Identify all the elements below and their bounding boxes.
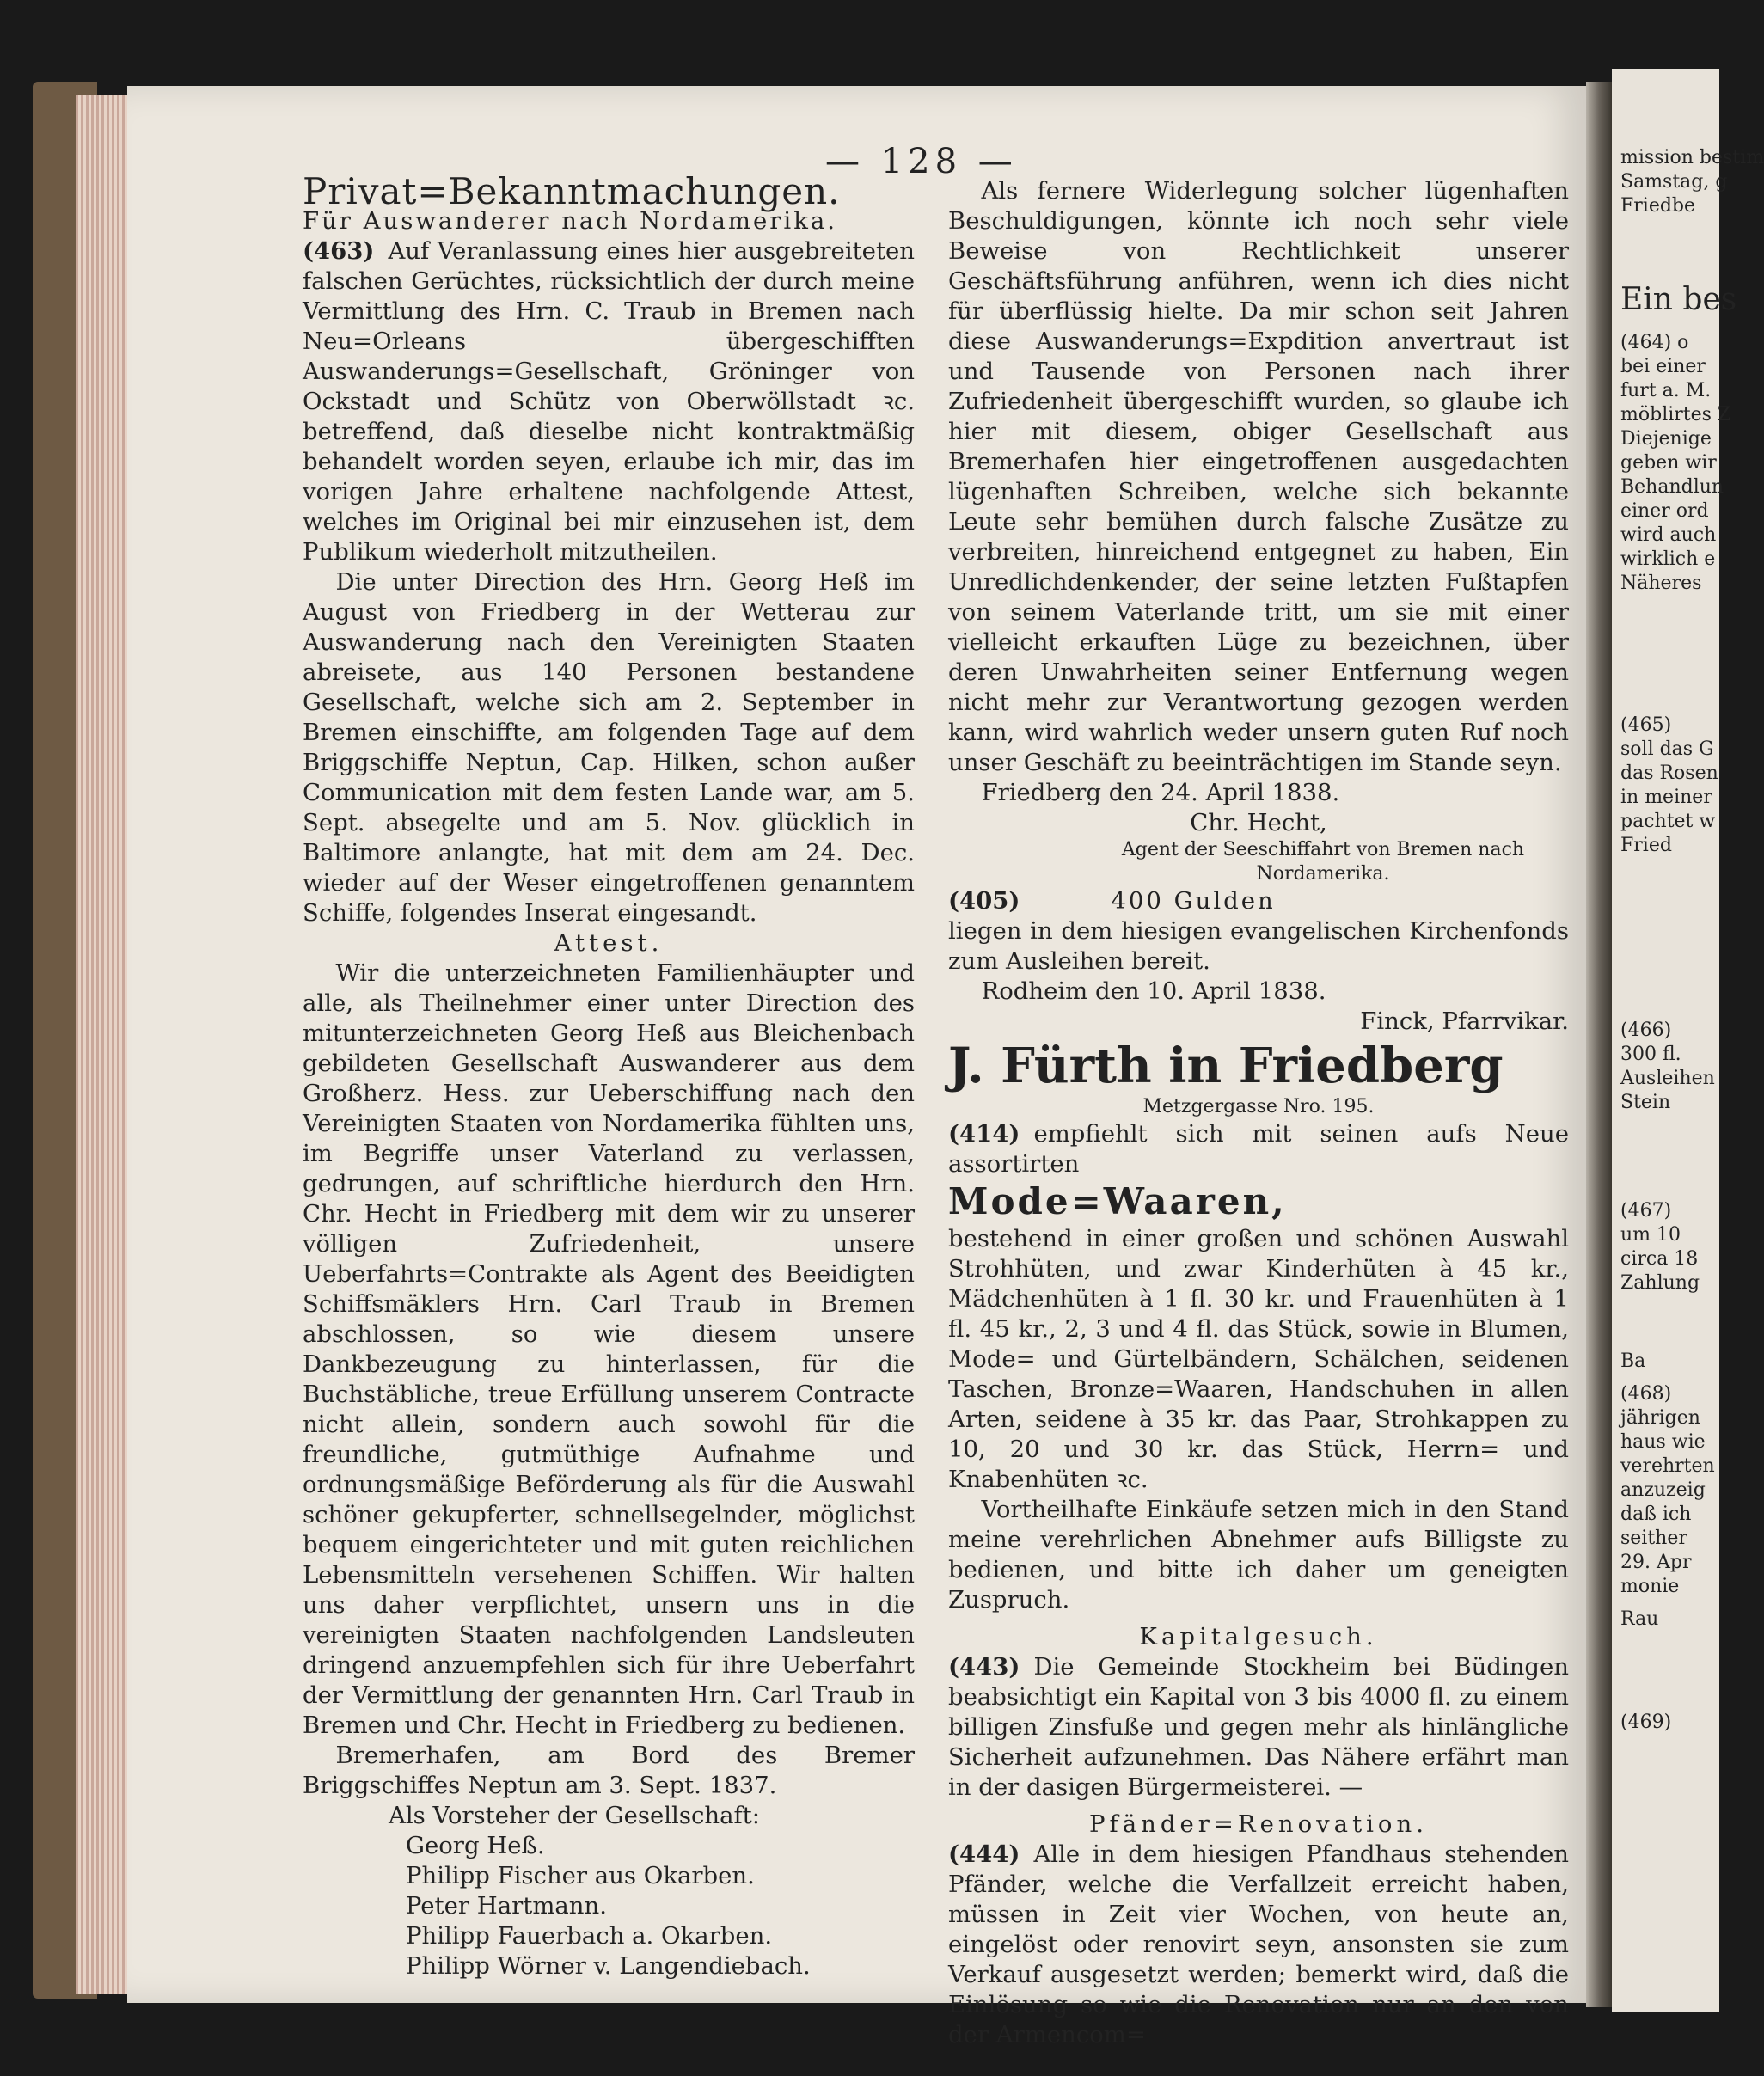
- next-page-line: um 10: [1620, 1224, 1681, 1246]
- page-number: — 128 —: [825, 142, 1018, 181]
- ad-444-text: (444) Alle in dem hiesigen Pfandhaus stehenden Pfänder, welche die Verfallzeit erreicht haben, müssen in Zeit vier Wochen, von heute an, eingelöst oder renovirt seyn, ansonsten sie zum Verkauf ausgesetzt werden; bemerkt wird, daß die Einlösung so wie die Renovation nur an den von der Armencom=: [948, 1840, 1569, 2048]
- next-page-line: das Rosen: [1620, 762, 1718, 784]
- ad-463-text: (463) Auf Veranlassung eines hier ausgebreiteten falschen Gerüchtes, rücksichtlich der durch meine Vermittlung des Hrn. C. Traub in Bremen nach Neu=Orleans übergeschifften Auswanderungs=Gesellschaft, Gröninger von Ockstadt und Schütz von Oberwöllstadt ꝛc. betreffend, daß dieselbe nicht kontraktmäßig behandelt worden seyen, erlaube ich mir, das im vorigen Jahre erhaltene nachfolgende Attest, welches im Original bei mir einzusehen ist, dem Publikum wiederholt mitzutheilen.: [303, 237, 915, 566]
- ad-414-text: bestehend in einer großen und schönen Auswahl Strohhüten, und zwar Kinderhüten à 45 kr., Mädchenhüten à 1 fl. 30 kr. und Frauenhüten à 1 fl. 45 kr., 2, 3 und 4 fl. das Stück, sowie in Blumen, Mode= und Gürtelbändern, Schälchen, seidenen Taschen, Bronze=Waaren, Handschuhen in allen Arten, seidene à 35 kr. das Paar, Strohkappen zu 10, 20 und 30 kr. das Stück, Herrn= und Knabenhüten ꝛc.: [948, 1225, 1569, 1493]
- ad-414-paragraph: Vortheilhafte Einkäufe setzen mich in den Stand meine verehrlichen Abnehmer aufs Billigste zu bedienen, und bitte ich daher um geneigten Zuspruch.: [948, 1496, 1569, 1614]
- next-page-line: geben wir: [1620, 452, 1717, 474]
- next-page-line: (464) o: [1620, 332, 1689, 353]
- next-page-line: monie: [1620, 1576, 1680, 1597]
- next-page-line: (465): [1620, 714, 1672, 736]
- next-page-line: Rau: [1620, 1608, 1659, 1630]
- next-page-line: daß ich: [1620, 1503, 1692, 1525]
- next-page-line: (466): [1620, 1020, 1672, 1041]
- next-page-line: Näheres: [1620, 573, 1702, 594]
- page-edges: [76, 95, 127, 1994]
- next-page-line: wird auch: [1620, 524, 1717, 546]
- attest-text: Wir die unterzeichneten Familienhäupter und alle, als Theilnehmer einer unter Direction des mitunterzeichneten Georg Heß aus Bleichenbach gebildeten Gesellschaft Auswanderer aus dem Großherz. Hess. zur Ueberschiffung nach den Vereinigten Staaten von Nordamerika fühlten uns, im Begriffe unser Vaterland zu verlassen, gedrungen, auf schriftliche hierdurch den Hrn. Chr. Hecht in Friedberg mit dem wir zu unserer völligen Zufriedenheit, unsere Ueberfahrts=Contrakte als Agent des Beeidigten Schiffsmäklers Hrn. Carl Traub in Bremen abschlossen, so wie diesem unsere Dankbezeugung zu hinterlassen, für die Buchstäbliche, treue Erfüllung unserem Contracte nicht allein, sondern auch sowohl für die freundliche, gutmüthige Aufnahme und ordnungsmäßige Beförderung als für die Auswahl schöner gekupferter, schnellsegelnder, möglichst bequem eingerichteter und mit guten reichlichen Lebensmitteln versehenen Schiffen. Wir halten uns daher verpflichtet, unsern uns in die vereinigten Staaten nachfolgenden Landsleuten dringend anzuempfehlen sich für ihre Ueberfahrt der Vermittlung der genannten Hrn. Carl Traub in Bremen und Chr. Hecht in Friedberg zu bedienen.: [303, 959, 915, 1739]
- signatory: Philipp Fauerbach a. Okarben.: [406, 1922, 773, 1950]
- next-page-line: Ausleihen: [1620, 1068, 1715, 1089]
- ad-443-title: Kapitalgesuch.: [1139, 1623, 1378, 1650]
- attest-place-line: Bremerhafen, am Bord des Bremer Briggschiffes Neptun am 3. Sept. 1837.: [303, 1742, 915, 1799]
- ad-414-title: Mode=Waaren,: [948, 1180, 1287, 1222]
- next-page-fragment: [1612, 69, 1764, 2012]
- ad-405-dateline: Rodheim den 10. April 1838.: [981, 977, 1326, 1005]
- ad-subheading: Für Auswanderer nach Nordamerika.: [303, 207, 838, 235]
- ad-number: (463): [303, 237, 375, 265]
- right-column: [948, 176, 1569, 2050]
- next-page-line: einer ord: [1620, 500, 1709, 522]
- dateline: Friedberg den 24. April 1838.: [981, 779, 1340, 806]
- next-page-line: Fried: [1620, 835, 1672, 856]
- next-page-line: 29. Apr: [1620, 1552, 1692, 1573]
- ad-number: (405): [948, 887, 1020, 915]
- ad-405-head: (405) 400 Gulden: [948, 887, 1276, 915]
- next-page-line: bei einer: [1620, 356, 1706, 377]
- ad-443-text: (443) Die Gemeinde Stockheim bei Büdingen beabsichtigt ein Kapital von 3 bis 4000 fl. zu einem billigen Zinsfuße und gegen mehr als hinlängliche Sicherheit aufzunehmen. Das Nähere erfährt man in der dasigen Bürgermeisterei. —: [948, 1653, 1569, 1801]
- next-page-line: Ba: [1620, 1350, 1646, 1372]
- signatory: Georg Heß.: [406, 1832, 545, 1859]
- next-page-line: mission bestim: [1620, 147, 1764, 168]
- ad-405-signer: Finck, Pfarrvikar.: [1360, 1007, 1569, 1035]
- next-page-line: (468): [1620, 1383, 1672, 1405]
- next-page-line: möblirtes Z: [1620, 404, 1731, 426]
- next-page-line: Friedbe: [1620, 195, 1696, 217]
- book-gutter: [1586, 82, 1612, 2007]
- signatories-intro: Als Vorsteher der Gesellschaft:: [389, 1802, 760, 1829]
- ad-444-title: Pfänder=Renovation.: [1089, 1810, 1428, 1838]
- next-page-line: Samstag, g: [1620, 171, 1728, 193]
- ad-number: (443): [948, 1653, 1020, 1681]
- next-page-line: Ein bes: [1620, 282, 1737, 317]
- ad-414-intro: (414) empfiehlt sich mit seinen aufs Neue assortirten: [948, 1120, 1569, 1178]
- next-page-line: 300 fl.: [1620, 1044, 1681, 1065]
- next-page-line: (467): [1620, 1200, 1672, 1222]
- next-page-line: anzuzeig: [1620, 1479, 1706, 1501]
- next-page-line: soll das G: [1620, 738, 1714, 760]
- signatory: Philipp Wörner v. Langendiebach.: [406, 1952, 811, 1980]
- ad-463-paragraph: Die unter Direction des Hrn. Georg Heß im August von Friedberg in der Wetterau zur Auswanderung nach den Vereinigten Staaten abreisete, aus 140 Personen bestandene Gesellschaft, welche sich am 2. September in Bremen einschiffte, am folgenden Tage auf dem Briggschiffe Neptun, Cap. Hilken, schon außer Communication mit dem festen Lande war, am 5. Sept. absegelte und am 5. Nov. glücklich in Baltimore anlangte, hat mit dem am 24. Dec. wieder auf der Weser eingetroffenen genanntem Schiffe, folgendes Inserat eingesandt.: [303, 568, 915, 927]
- signatory-list: [303, 1831, 915, 1981]
- ad-number: (414): [948, 1120, 1020, 1148]
- next-page-line: verehrten: [1620, 1455, 1715, 1477]
- next-page-line: haus wie: [1620, 1431, 1706, 1453]
- next-page-line: circa 18: [1620, 1248, 1699, 1270]
- next-page-line: (469): [1620, 1712, 1672, 1733]
- section-heading: Privat=Bekanntmachungen.: [303, 170, 841, 212]
- signer: Chr. Hecht,: [1190, 809, 1327, 836]
- signatory: Philipp Fischer aus Okarben.: [406, 1862, 755, 1889]
- next-page-line: seither: [1620, 1528, 1687, 1549]
- next-page-line: jährigen: [1620, 1407, 1700, 1429]
- signatory: Peter Hartmann.: [406, 1892, 607, 1920]
- firm-address: Metzgergasse Nro. 195.: [1142, 1096, 1375, 1118]
- next-page-line: furt a. M.: [1620, 380, 1712, 401]
- firm-name: J. Fürth in Friedberg: [948, 1038, 1504, 1094]
- next-page-line: in meiner: [1620, 787, 1712, 808]
- ad-463-continuation: Als fernere Widerlegung solcher lügenhaften Beschuldigungen, könnte ich noch sehr viele Beweise von Rechtlichkeit unserer Geschäftsführung anführen, wenn ich dies nicht für überflüssig hielte. Da mir schon seit Jahren diese Auswanderungs=Expdition anvertraut ist und Tausende von Personen nach ihrer Zufriedenheit übergeschifft wurden, so glaube ich hier mit diesem, obiger Gesellschaft aus Bremerhafen hier eingetroffenen ausgedachten lügenhaften Schreiben, welche sich bekannte Leute sehr bemühen durch falsche Zusätze zu verbreiten, hinreichend entgegnet zu haben, Ein Unredlichdenkender, der seine letzten Fußtapfen von seinem Vaterlande tritt, um sie mit einer vielleicht erkauften Lüge zu bezeichnen, über deren Unwahrheiten seiner Entfernung wegen nicht mehr zur Verantwortung gezogen werden kann, wird wahrlich weder unsern guten Ruf noch unser Geschäft zu beeinträchtigen im Stande seyn.: [948, 177, 1569, 776]
- next-page-line: Behandlun: [1620, 476, 1724, 498]
- ad-number: (444): [948, 1840, 1020, 1868]
- ad-405-text: liegen in dem hiesigen evangelischen Kirchenfonds zum Ausleihen bereit.: [948, 917, 1569, 975]
- next-page-line: Stein: [1620, 1092, 1671, 1113]
- left-column: [303, 170, 915, 1981]
- next-page-line: Diejenige: [1620, 428, 1712, 450]
- signer-title: Agent der Seeschiffahrt von Bremen nach Nordamerika.: [1121, 839, 1525, 885]
- next-page-line: wirklich e: [1620, 548, 1716, 570]
- next-page-line: Zahlung: [1620, 1272, 1700, 1294]
- next-page-line: pachtet w: [1620, 811, 1716, 832]
- attest-title: Attest.: [554, 929, 664, 957]
